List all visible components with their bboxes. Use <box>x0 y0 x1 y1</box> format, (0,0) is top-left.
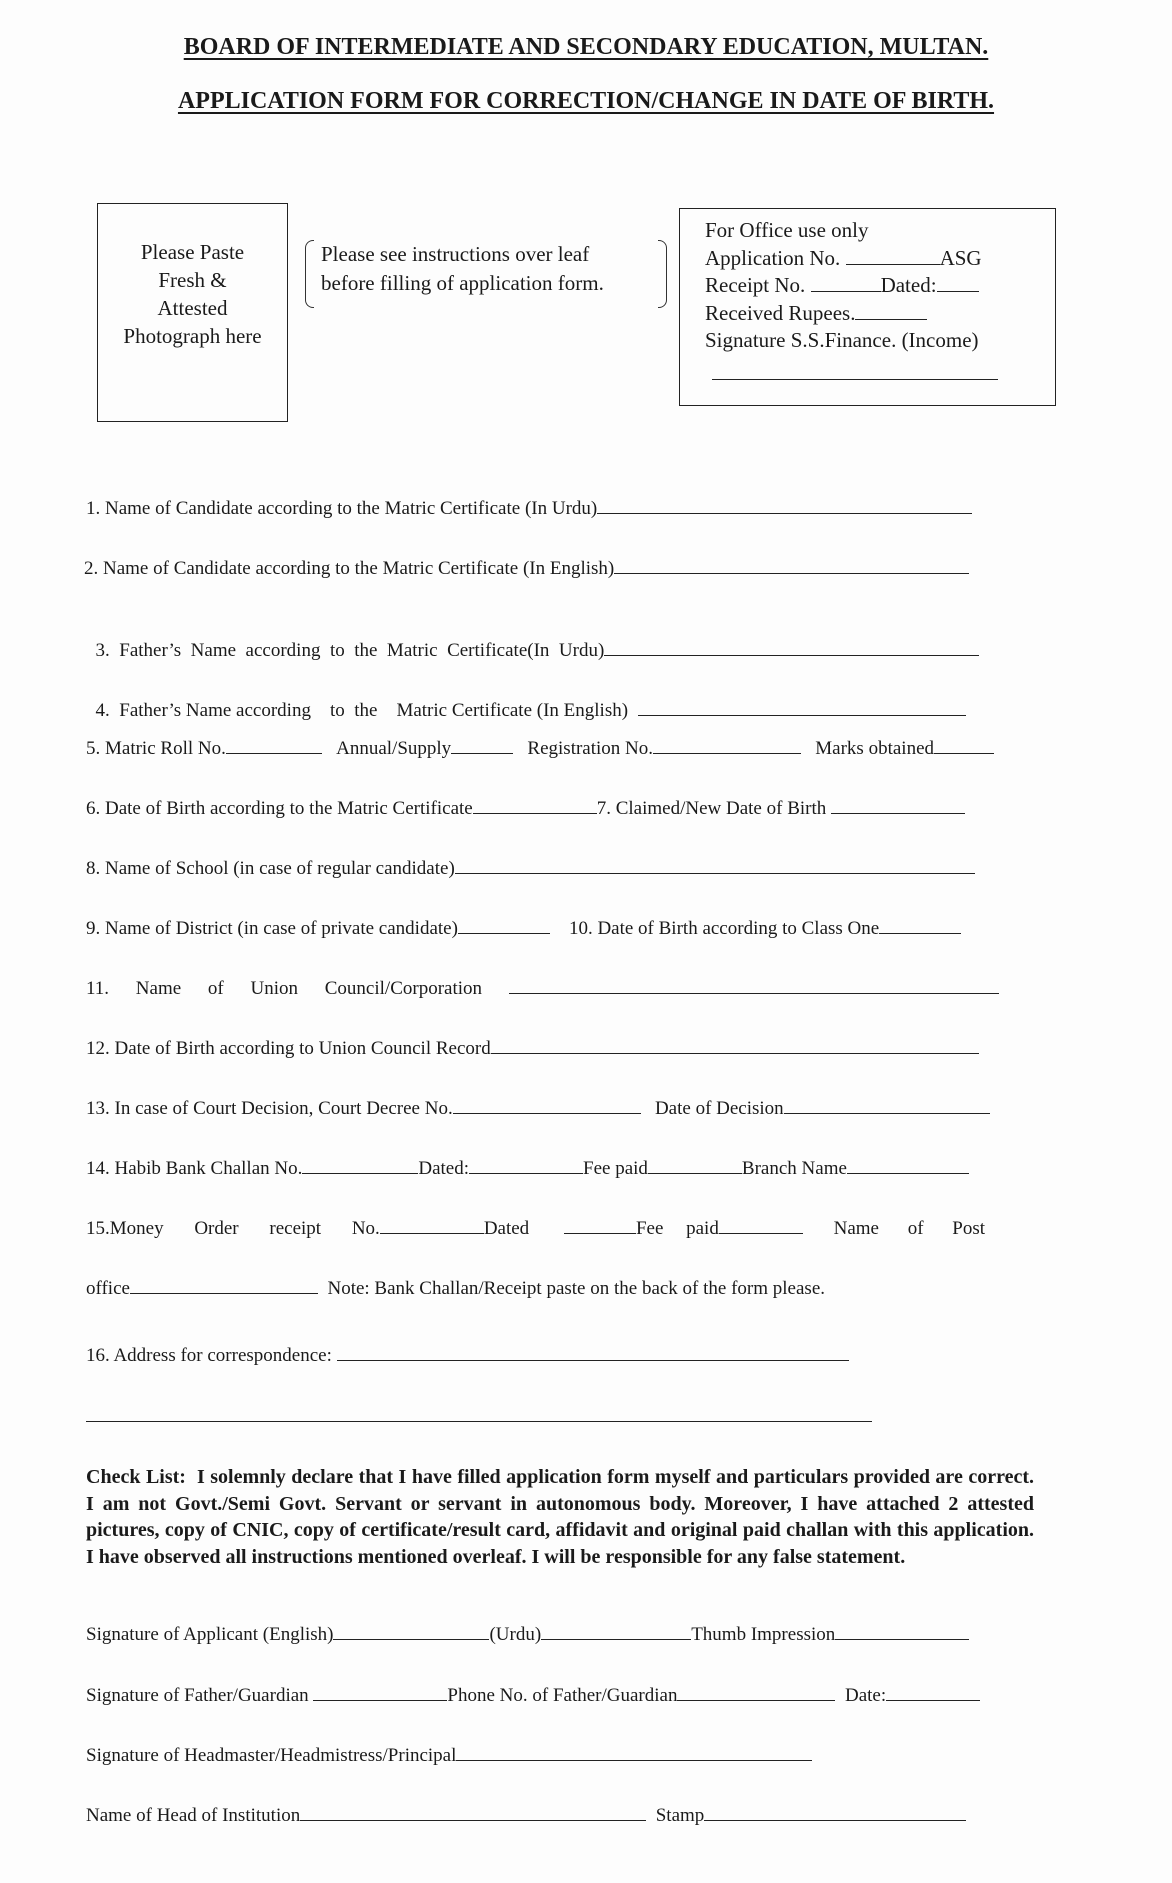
field-6-7 <box>86 795 965 820</box>
dob-matric-input[interactable] <box>473 795 597 814</box>
marks-obtained-label: Marks obtained <box>815 738 935 759</box>
matric-roll-input[interactable] <box>226 735 322 754</box>
claimed-dob-label: 7. Claimed/New Date of Birth <box>596 798 827 819</box>
field-1 <box>86 495 972 520</box>
branch-name-input[interactable] <box>847 1155 969 1174</box>
field-12 <box>86 1035 979 1060</box>
field-11-word-3: Union <box>250 978 298 999</box>
head-name-label: Name of Head of Institution <box>86 1805 301 1826</box>
money-order-word-2: Order <box>194 1218 239 1239</box>
applicant-signature-row <box>86 1621 969 1646</box>
received-rupees-field[interactable] <box>855 301 927 320</box>
claimed-dob-input[interactable] <box>831 795 965 814</box>
stamp-field[interactable] <box>704 1802 966 1821</box>
field-13 <box>86 1095 990 1120</box>
father-phone-label: Phone No. of Father/Guardian <box>447 1685 678 1706</box>
field-2-input[interactable] <box>614 555 969 574</box>
decision-date-input[interactable] <box>784 1095 990 1114</box>
address-label: 16. Address for correspondence: <box>86 1345 332 1366</box>
instructions-line-1: Please see instructions over leaf <box>321 242 590 266</box>
field-16 <box>86 1342 849 1367</box>
field-4-input[interactable] <box>638 697 966 716</box>
head-name-row <box>86 1802 966 1827</box>
thumb-impression-label: Thumb Impression <box>691 1624 836 1645</box>
right-bracket <box>658 240 667 308</box>
application-no-suffix: ASG <box>939 245 982 270</box>
receipt-no-field[interactable] <box>811 273 881 292</box>
post-office-word-2: of <box>907 1218 924 1239</box>
fee-paid-input[interactable] <box>648 1155 742 1174</box>
field-1-label: 1. Name of Candidate according to the Matric Certificate (In Urdu) <box>86 498 598 519</box>
post-office-word-1: Name <box>833 1218 879 1239</box>
decision-date-label: Date of Decision <box>654 1098 784 1119</box>
photo-line-1: Please Paste <box>140 240 245 264</box>
dob-class-one-input[interactable] <box>879 915 961 934</box>
field-15 <box>86 1215 985 1240</box>
finance-signature-line[interactable] <box>712 379 998 380</box>
school-name-label: 8. Name of School (in case of regular candidate) <box>86 858 455 879</box>
challan-note: Note: Bank Challan/Receipt paste on the back of the form please. <box>327 1278 826 1299</box>
signature-date-label: Date: <box>844 1685 887 1706</box>
office-dated-label: Dated: <box>880 273 937 297</box>
field-3-input[interactable] <box>604 637 979 656</box>
dob-union-council-label: 12. Date of Birth according to Union Council Record <box>86 1038 491 1059</box>
photo-line-2: Fresh & <box>158 268 227 292</box>
field-4-label-a: 4. Father’s Name according <box>95 700 311 721</box>
form-title: APPLICATION FORM FOR CORRECTION/CHANGE IN DATE OF BIRTH. <box>177 88 995 114</box>
district-input[interactable] <box>458 915 550 934</box>
headmaster-signature-row <box>86 1742 812 1767</box>
mo-fee-label: Fee <box>635 1218 664 1239</box>
annual-supply-input[interactable] <box>451 735 513 754</box>
mo-fee-paid-input[interactable] <box>719 1215 803 1234</box>
mo-dated-input[interactable] <box>564 1215 636 1234</box>
left-bracket <box>305 240 314 308</box>
thumb-impression-field[interactable] <box>835 1621 969 1640</box>
office-dated-field[interactable] <box>937 273 979 292</box>
photo-line-4: Photograph here <box>123 324 262 348</box>
field-2-label: 2. Name of Candidate according to the Matric Certificate (In English) <box>84 558 615 579</box>
finance-signature-label: Signature S.S.Finance. (Income) <box>705 328 979 352</box>
dob-matric-label: 6. Date of Birth according to the Matric Certificate <box>86 798 473 819</box>
check-list-text: I solemnly declare that I have filled application form myself and particulars provided are correct. I am not Govt./Semi Govt. Servant or servant in autonomous body. Moreover, I have attached 2 attested pictures, copy of CNIC, copy of certificate/result card, affidavit and original paid challan with this application. I have observed all instructions mentioned overleaf. I will be responsible for any false statement. <box>86 1466 1035 1568</box>
marks-obtained-input[interactable] <box>934 735 994 754</box>
annual-supply-label: Annual/Supply <box>336 738 452 759</box>
field-5 <box>86 735 994 760</box>
field-4-label-b: to the <box>329 700 378 721</box>
urdu-signature-label: (Urdu) <box>489 1624 542 1645</box>
field-4 <box>86 675 966 722</box>
office-use-box <box>679 208 1056 406</box>
court-decree-input[interactable] <box>453 1095 641 1114</box>
mo-dated-label: Dated <box>483 1218 530 1239</box>
stamp-label: Stamp <box>655 1805 705 1826</box>
challan-no-label: 14. Habib Bank Challan No. <box>86 1158 303 1179</box>
post-office-input[interactable] <box>130 1275 318 1294</box>
challan-dated-label: Dated: <box>418 1158 470 1179</box>
headmaster-signature-field[interactable] <box>456 1742 812 1761</box>
field-11-word-1: Name <box>135 978 182 999</box>
money-order-word-3: receipt <box>269 1218 322 1239</box>
field-11-word-4: Council/Corporation <box>324 978 483 999</box>
field-11-word-2: of <box>207 978 224 999</box>
signature-date-field[interactable] <box>886 1682 980 1701</box>
receipt-no-label: Receipt No. <box>705 273 806 297</box>
headmaster-signature-label: Signature of Headmaster/Headmistress/Principal <box>86 1745 457 1766</box>
field-11-num: 11. <box>86 978 110 999</box>
dob-union-council-input[interactable] <box>491 1035 979 1054</box>
receipt-no-word: No. <box>351 1218 380 1239</box>
head-name-field[interactable] <box>300 1802 646 1821</box>
check-list <box>86 1464 1034 1570</box>
applicant-signature-urdu[interactable] <box>541 1621 691 1640</box>
school-name-input[interactable] <box>455 855 975 874</box>
applicant-signature-label: Signature of Applicant (English) <box>86 1624 334 1645</box>
applicant-signature-english[interactable] <box>333 1621 489 1640</box>
father-phone-field[interactable] <box>677 1682 835 1701</box>
union-council-input[interactable] <box>509 975 999 994</box>
mo-paid-label: paid <box>686 1218 719 1239</box>
dob-class-one-label: 10. Date of Birth according to Class One <box>568 918 880 939</box>
instructions-line-2: before filling of application form. <box>321 271 604 295</box>
office-heading: For Office use only <box>705 218 869 242</box>
photo-box[interactable] <box>97 203 288 422</box>
money-order-word-1: 15.Money <box>86 1218 164 1239</box>
money-order-receipt-input[interactable] <box>380 1215 484 1234</box>
address-input-1[interactable] <box>337 1342 849 1361</box>
field-2 <box>84 555 969 580</box>
branch-name-label: Branch Name <box>741 1158 847 1179</box>
father-signature-field[interactable] <box>313 1682 447 1701</box>
registration-no-label: Registration No. <box>527 738 654 759</box>
court-decree-label: 13. In case of Court Decision, Court Decree No. <box>86 1098 453 1119</box>
application-no-label: Application No. <box>705 245 841 270</box>
father-signature-row <box>86 1682 980 1707</box>
matric-roll-label: 5. Matric Roll No. <box>86 738 226 759</box>
field-4-label-c: Matric Certificate (In English) <box>396 700 629 721</box>
post-office-label: office <box>86 1278 130 1299</box>
field-14 <box>86 1155 969 1180</box>
post-office-word-3: Post <box>952 1218 986 1239</box>
field-11 <box>86 975 999 1000</box>
fee-paid-label: Fee paid <box>583 1158 648 1179</box>
field-8 <box>86 855 975 880</box>
received-rupees-label: Received Rupees. <box>705 300 856 325</box>
field-3 <box>86 615 979 662</box>
field-9-10 <box>86 915 961 940</box>
check-list-label: Check List: <box>86 1466 186 1488</box>
father-signature-label: Signature of Father/Guardian <box>86 1685 309 1706</box>
challan-no-input[interactable] <box>302 1155 418 1174</box>
field-1-input[interactable] <box>597 495 972 514</box>
instructions-note <box>305 240 667 310</box>
photo-line-3: Attested <box>157 296 228 320</box>
board-title: BOARD OF INTERMEDIATE AND SECONDARY EDUCATION, MULTAN. <box>183 34 989 60</box>
application-no-field[interactable] <box>846 246 940 265</box>
field-15-office <box>86 1275 825 1300</box>
district-label: 9. Name of District (in case of private candidate) <box>86 918 458 939</box>
field-3-label: 3. Father’s Name according to the Matric Certificate(In Urdu) <box>95 640 605 661</box>
address-input-2[interactable] <box>86 1421 872 1422</box>
registration-no-input[interactable] <box>653 735 801 754</box>
challan-dated-input[interactable] <box>469 1155 583 1174</box>
